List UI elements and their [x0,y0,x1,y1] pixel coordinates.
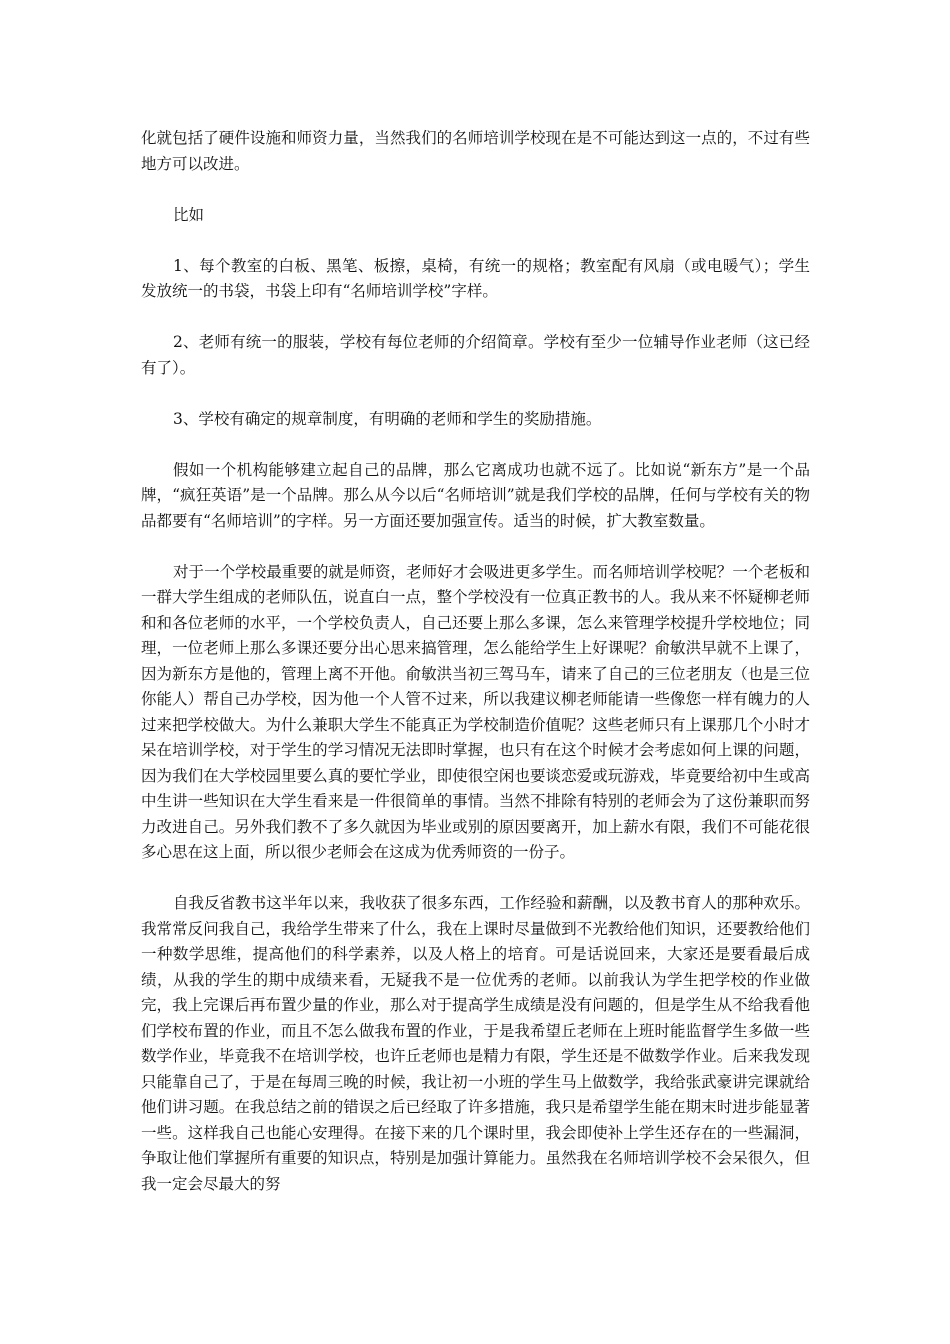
paragraph-brand: 假如一个机构能够建立起自己的品牌，那么它离成功也就不远了。比如说“新东方”是一个品牌，“疯狂英语”是一个品牌。那么从今以后“名师培训”就是我们学校的品牌，任何与学校有关的物品都要有“名师培训”的字样。另一方面还要加强宣传。适当的时候，扩大教室数量。 [141,460,810,530]
paragraph-teachers: 对于一个学校最重要的就是师资，老师好才会吸进更多学生。而名师培训学校呢？一个老板和一群大学生组成的老师队伍，说直白一点，整个学校没有一位真正教书的人。我从来不怀疑柳老师和和各位老师的水平，一个学校负责人，自己还要上那么多课，怎么来管理学校提升学校地位；同理，一位老师上那么多课还要分出心思来搞管理，怎么能给学生上好课呢？俞敏洪早就不上课了，因为新东方是他的，管理上离不开他。俞敏洪当初三驾马车，请来了自己的三位老朋友（也是三位你能人）帮自己办学校，因为他一个人管不过来，所以我建议柳老师能请一些像您一样有魄力的人过来把学校做大。为什么兼职大学生不能真正为学校制造价值呢？这些老师只有上课那几个小时才呆在培训学校，对于学生的学习情况无法即时掌握，也只有在这个时候才会考虑如何上课的问题，因为我们在大学校园里要么真的要忙学业，即使很空闲也要谈恋爱或玩游戏，毕竟要给初中生或高中生讲一些知识在大学生看来是一件很简单的事情。当然不排除有特别的老师会为了这份兼职而努力改进自己。另外我们教不了多久就因为毕业或别的原因要离开，加上薪水有限，我们不可能花很多心思在这上面，所以很少老师会在这成为优秀师资的一份子。 [141,562,810,861]
paragraph-gap [141,228,810,254]
paragraph-biru: 比如 [173,205,205,224]
paragraph-gap [141,866,810,892]
paragraph-continuation: 化就包括了硬件设施和师资力量，当然我们的名师培训学校现在是不可能达到这一点的，不过有些地方可以改进。 [141,129,810,173]
document-page [141,126,810,1197]
paragraph-gap [141,177,810,203]
paragraph-gap [141,432,810,458]
paragraph-item-1: 1、每个教室的白板、黑笔、板擦，桌椅，有统一的规格；教室配有风扇（或电暖气）；学生发放统一的书袋，书袋上印有“名师培训学校”字样。 [141,256,810,300]
paragraph-gap [141,381,810,407]
paragraph-gap [141,534,810,560]
paragraph-item-3: 3、学校有确定的规章制度，有明确的老师和学生的奖励措施。 [173,409,602,428]
paragraph-reflection: 自我反省教书这半年以来，我收获了很多东西，工作经验和薪酬，以及教书育人的那种欢乐。我常常反问我自己，我给学生带来了什么，我在上课时尽量做到不光教给他们知识，还要教给他们一种数学思维，提高他们的科学素养，以及人格上的培育。可是话说回来，大家还是要看最后成绩，从我的学生的期中成绩来看，无疑我不是一位优秀的老师。以前我认为学生把学校的作业做完，我上完课后再布置少量的作业，那么对于提高学生成绩是没有问题的，但是学生从不给我看他们学校布置的作业，而且不怎么做我布置的作业，于是我希望丘老师在上班时能监督学生多做一些数学作业，毕竟我不在培训学校，也许丘老师也是精力有限，学生还是不做数学作业。后来我发现只能靠自己了，于是在每周三晚的时候，我让初一小班的学生马上做数学，我给张武豪讲完课就给他们讲习题。在我总结之前的错误之后已经取了许多措施，我只是希望学生能在期末时进步能显著一些。这样我自己也能心安理得。在接下来的几个课时里，我会即使补上学生还存在的一些漏洞，争取让他们掌握所有重要的知识点，特别是加强计算能力。虽然我在名师培训学校不会呆很久，但我一定会尽最大的努 [141,894,810,1193]
paragraph-item-2: 2、老师有统一的服装，学校有每位老师的介绍简章。学校有至少一位辅导作业老师（这已经有了）。 [141,333,810,377]
paragraph-gap [141,305,810,331]
